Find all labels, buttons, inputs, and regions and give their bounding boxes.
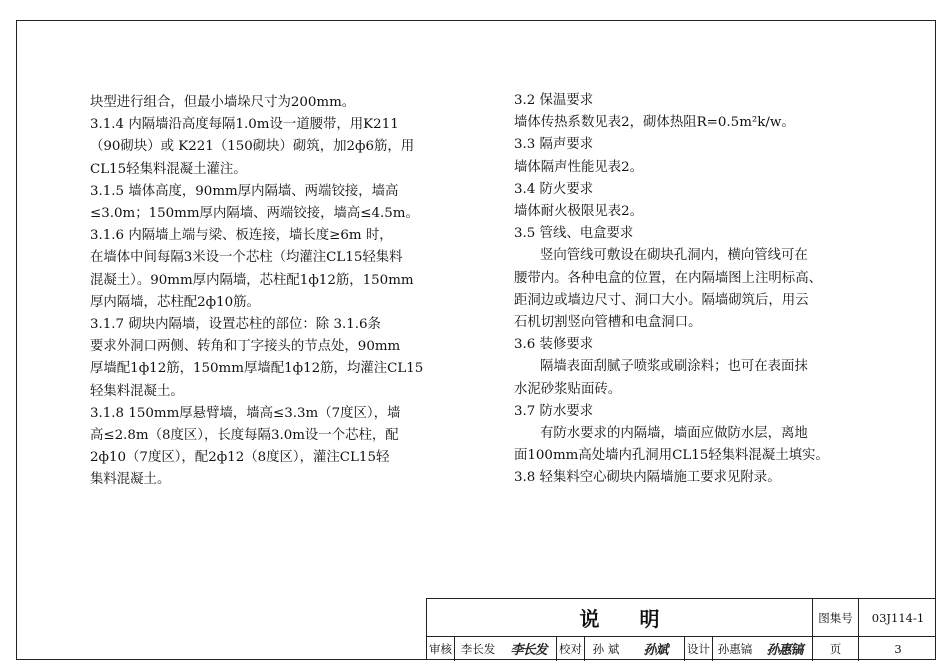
title-block xyxy=(426,598,936,660)
left-text-line: CL15轻集料混凝土灌注。 xyxy=(90,161,247,177)
left-text-line: 厚内隔墙，芯柱配2ф10筋。 xyxy=(90,294,260,310)
right-text-column xyxy=(514,90,854,490)
design-label: 设计 xyxy=(685,636,713,661)
right-text-line: 距洞边或墙边尺寸、洞口大小。隔墙砌筑后，用云 xyxy=(514,292,809,308)
right-text-line: 有防水要求的内隔墙，墙面应做防水层，离地 xyxy=(540,426,808,442)
reviewer-name: 李长发 xyxy=(460,641,496,656)
left-text-line: 2ф10（7度区），配2ф12（8度区），灌注CL15轻 xyxy=(90,450,390,466)
section-heading: 3.4 防火要求 xyxy=(514,181,594,197)
check-label: 校对 xyxy=(557,636,585,661)
atlas-number: 03J114-1 xyxy=(871,610,925,625)
left-text-line: 要求外洞口两侧、转角和丁字接头的节点处，90mm xyxy=(90,339,401,355)
right-text-line: 腰带内。各种电盒的位置，在内隔墙图上注明标高、 xyxy=(514,270,822,286)
right-text-line: 面100mm高处墙内孔洞用CL15轻集料混凝土填实。 xyxy=(514,448,829,464)
left-text-line: 轻集料混凝土。 xyxy=(90,383,184,399)
left-text-line: 3.1.5 墙体高度，90mm厚内隔墙、两端铰接，墙高 xyxy=(90,183,399,199)
page-label: 页 xyxy=(813,636,859,661)
left-text-line: 高≤2.8m（8度区），长度每隔3.0m设一个芯柱，配 xyxy=(90,428,399,444)
section-heading: 3.3 隔声要求 xyxy=(514,137,594,153)
left-text-line: 混凝土）。90mm厚内隔墙，芯柱配1ф12筋，150mm xyxy=(90,272,414,288)
section-heading: 3.6 装修要求 xyxy=(514,337,594,353)
right-text-line: 墙体传热系数见表2，砌体热阻R=0.5m²k/w。 xyxy=(514,115,795,131)
checker-name: 孙 斌 xyxy=(592,641,620,656)
right-text-line: 隔墙表面刮腻子喷浆或刷涂料；也可在表面抹 xyxy=(540,359,808,375)
section-heading: 3.8 轻集料空心砌块内隔墙施工要求见附录。 xyxy=(514,470,781,486)
left-text-line: 3.1.8 150mm厚悬臂墙，墙高≤3.3m（7度区），墙 xyxy=(90,405,401,421)
left-text-line: 集料混凝土。 xyxy=(90,472,171,488)
left-text-line: 3.1.4 内隔墙沿高度每隔1.0m设一道腰带，用K211 xyxy=(90,117,399,133)
left-text-line: 块型进行组合，但最小墙垛尺寸为200mm。 xyxy=(90,95,356,110)
left-text-line: （90砌块）或 K221（150砌块）砌筑，加2ф6筋，用 xyxy=(90,139,415,155)
review-label: 审核 xyxy=(427,636,455,661)
right-text-line: 墙体耐火极限见表2。 xyxy=(514,204,644,220)
left-text-column xyxy=(90,92,470,492)
section-heading: 3.7 防水要求 xyxy=(514,403,594,419)
left-text-line: 3.1.7 砌块内隔墙，设置芯柱的部位：除 3.1.6条 xyxy=(90,317,381,333)
section-heading: 3.2 保温要求 xyxy=(514,93,594,108)
right-text-line: 石机切割竖向管槽和电盒洞口。 xyxy=(514,315,702,331)
left-text-line: ≤3.0m；150mm厚内隔墙、两端铰接，墙高≤4.5m。 xyxy=(90,206,419,222)
right-text-line: 竖向管线可敷设在砌块孔洞内，横向管线可在 xyxy=(540,248,808,264)
sheet-title: 说明 xyxy=(427,599,813,636)
left-text-line: 在墙体中间每隔3米设一个芯柱（均灌注CL15轻集料 xyxy=(90,250,403,266)
reviewer-signature: 李长发 xyxy=(501,636,557,661)
right-text-line: 墙体隔声性能见表2。 xyxy=(514,159,644,175)
section-heading: 3.5 管线、电盒要求 xyxy=(514,226,634,242)
atlas-number-label: 图集号 xyxy=(813,599,859,636)
designer-signature: 孙惠镐 xyxy=(757,636,813,661)
left-text-line: 3.1.6 内隔墙上端与梁、板连接，墙长度≥6m 时， xyxy=(90,228,393,244)
checker-signature: 孙斌 xyxy=(627,636,685,661)
designer-name: 孙惠镐 xyxy=(717,641,753,656)
page-number: 3 xyxy=(894,641,902,656)
right-text-line: 水泥砂浆贴面砖。 xyxy=(514,381,622,397)
left-text-line: 厚墙配1ф12筋，150mm厚墙配1ф12筋，均灌注CL15 xyxy=(90,361,424,377)
